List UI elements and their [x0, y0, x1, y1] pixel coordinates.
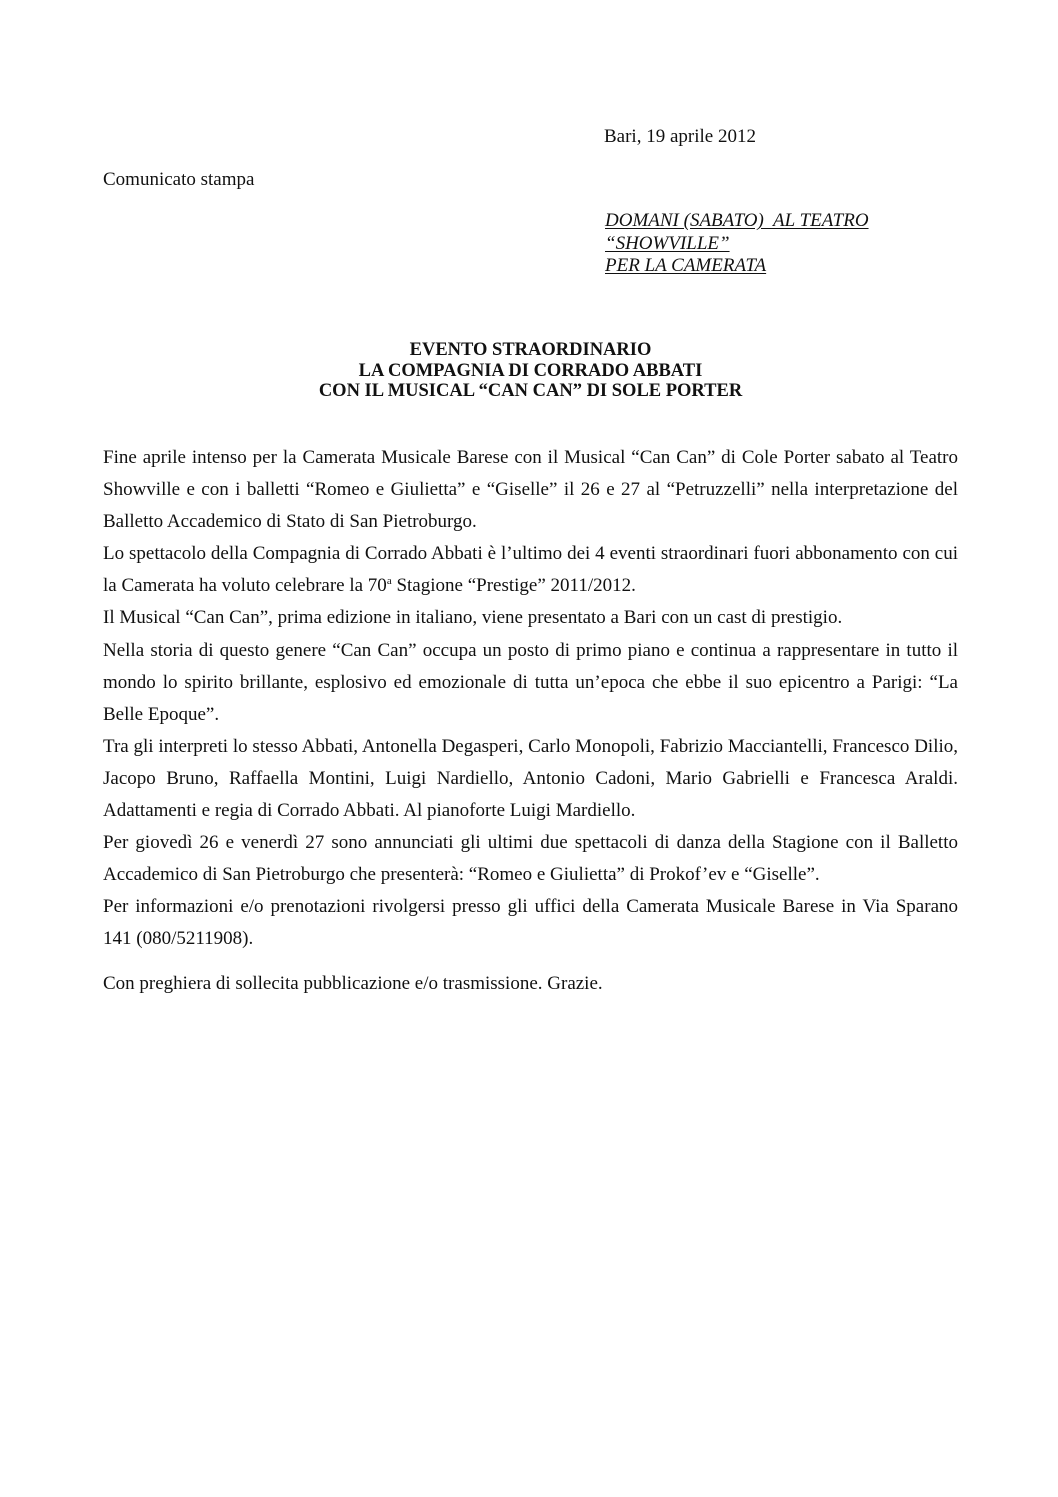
press-release-title	[103, 340, 958, 402]
paragraph-season	[103, 538, 958, 602]
paragraph-contact-info: Per informazioni e/o prenotazioni rivolgersi presso gli uffici della Camerata Musicale Barese in Via Sparano 141 (080/5211908).	[103, 896, 958, 950]
title-line-1: EVENTO STRAORDINARIO	[409, 340, 652, 360]
paragraph-history: Nella storia di questo genere “Can Can” occupa un posto di primo piano e continua a rappresentare in tutto il mondo lo spirito brillante, esplosivo ed emozionale di tutta un’epoca che ebbe il suo epicentro a Parigi: “La Belle Epoque”.	[103, 639, 958, 725]
paragraph-season-text-end: Stagione “Prestige” 2011/2012.	[391, 575, 636, 597]
headline-line-1: DOMANI (SABATO) AL TEATRO	[605, 210, 869, 231]
paragraph-closing: Con preghiera di sollecita pubblicazione e/o trasmissione. Grazie.	[103, 972, 603, 994]
paragraph-cast: Tra gli interpreti lo stesso Abbati, Antonella Degasperi, Carlo Monopoli, Fabrizio Macciantelli, Francesco Dilio, Jacopo Bruno, Raffaella Montini, Luigi Nardiello, Antonio Cadoni, Mario Gabrielli e Francesca Araldi. Adattamenti e regia di Corrado Abbati. Al pianoforte Luigi Mardiello.	[103, 735, 958, 822]
paragraph-season-text: Lo spettacolo della Compagnia di Corrado Abbati è l’ultimo dei 4 eventi straordinari fuori abbonamento con cui la Camerata ha voluto celebrare la 70	[103, 543, 958, 597]
title-line-2: LA COMPAGNIA DI CORRADO ABBATI	[358, 360, 703, 381]
paragraph-dance-shows: Per giovedì 26 e venerdì 27 sono annunciati gli ultimi due spettacoli di danza della Stagione con il Balletto Accademico di San Pietroburgo che presenterà: “Romeo e Giulietta” di Prokof’ev e “Giselle”.	[103, 832, 958, 886]
headline-line-2: “SHOWVILLE”	[605, 232, 730, 254]
dateline: Bari, 19 aprile 2012	[604, 126, 756, 147]
ordinal-superscript: a	[386, 575, 392, 588]
press-release-body	[103, 442, 958, 1000]
title-line-3: CON IL MUSICAL “CAN CAN” DI SOLE PORTER	[318, 381, 743, 401]
paragraph-musical: Il Musical “Can Can”, prima edizione in italiano, viene presentato a Bari con un cast di prestigio.	[103, 607, 843, 629]
document-type-label: Comunicato stampa	[103, 169, 255, 190]
paragraph-intro: Fine aprile intenso per la Camerata Musicale Barese con il Musical “Can Can” di Cole Porter sabato al Teatro Showville e con i balletti “Romeo e Giulietta” e “Giselle” il 26 e 27 al “Petruzzelli” nella interpretazione del Balletto Accademico di Stato di San Pietroburgo.	[103, 447, 958, 533]
headline-block	[605, 210, 869, 278]
headline-line-3: PER LA CAMERATA	[605, 255, 767, 276]
